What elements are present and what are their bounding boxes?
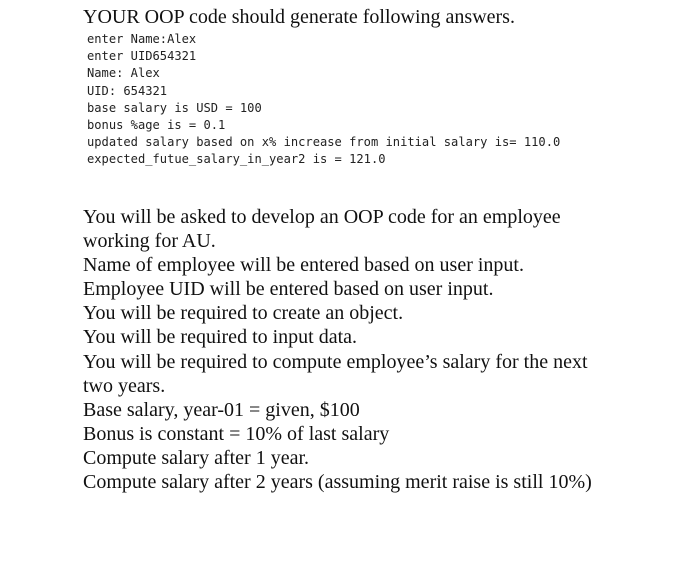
description-line: two years. bbox=[83, 374, 166, 397]
console-output-line: expected_futue_salary_in_year2 is = 121.0 bbox=[87, 152, 386, 167]
description-line: Employee UID will be entered based on user input. bbox=[83, 278, 494, 301]
console-output-block bbox=[87, 31, 560, 169]
description-line: You will be required to input data. bbox=[83, 326, 358, 349]
description-line: You will be asked to develop an OOP code for an employee bbox=[83, 206, 561, 228]
console-output-line: updated salary based on x% increase from initial salary is= 110.0 bbox=[87, 135, 561, 150]
description-line: You will be required to compute employee’s salary for the next bbox=[83, 350, 588, 373]
description-line: Name of employee will be entered based on user input. bbox=[83, 254, 524, 277]
console-output-line: base salary is USD = 100 bbox=[87, 100, 262, 115]
description-line: Base salary, year-01 = given, $100 bbox=[83, 398, 360, 421]
console-output-line: enter UID654321 bbox=[87, 49, 197, 64]
console-output-line: bonus %age is = 0.1 bbox=[87, 117, 226, 132]
description-line: Bonus is constant = 10% of last salary bbox=[83, 422, 390, 445]
assignment-description bbox=[83, 205, 643, 494]
description-line: You will be required to create an object. bbox=[83, 302, 404, 325]
console-output-line: Name: Alex bbox=[87, 66, 160, 81]
description-line: working for AU. bbox=[83, 230, 216, 253]
description-line: Compute salary after 1 year. bbox=[83, 446, 310, 469]
console-output-line: enter Name:Alex bbox=[87, 32, 197, 46]
page-heading: YOUR OOP code should generate following answers. bbox=[83, 6, 515, 28]
description-line: Compute salary after 2 years (assuming merit raise is still 10%) bbox=[83, 471, 592, 494]
console-output-line: UID: 654321 bbox=[87, 83, 168, 98]
